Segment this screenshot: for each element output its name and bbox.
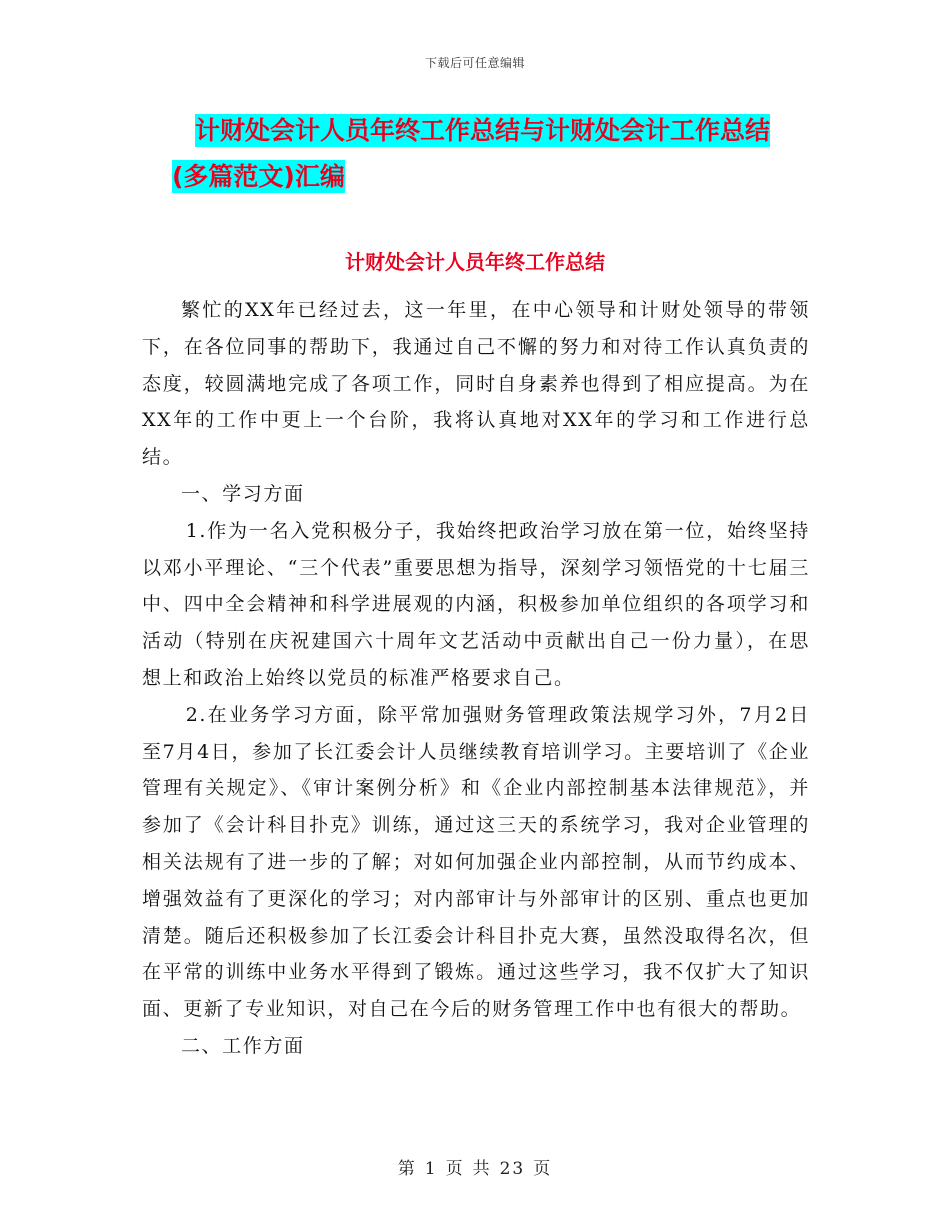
document-title-line-1 bbox=[150, 108, 810, 154]
title-highlight: 计财处会计人员年终工作总结与计财处会计工作总结 bbox=[195, 116, 771, 145]
paragraph-study-2: 2.在业务学习方面，除平常加强财务管理政策法规学习外，7月2日至7月4日，参加了长江委会计人员继续教育培训学习。主要培训了《企业管理有关规定》、《审计案例分析》和《企业内部控制基本法律规范》，并参加了《会计科目扑克》训练，通过这三天的系统学习，我对企业管理的相关法规有了进一步的了解；对如何加强企业内部控制，从而节约成本、增强效益有了更深化的学习；对内部审计与外部审计的区别、重点也更加清楚。随后还积极参加了长江委会计科目扑克大赛，虽然没取得名次，但在平常的训练中业务水平得到了锻炼。通过这些学习，我不仅扩大了知识面、更新了专业知识，对自己在今后的财务管理工作中也有很大的帮助。 bbox=[142, 703, 810, 1021]
footer-total-pages: 23 bbox=[499, 1159, 526, 1179]
subheading-study: 一、学习方面 bbox=[180, 482, 305, 505]
section-title: 计财处会计人员年终工作总结 bbox=[345, 250, 605, 274]
document-body bbox=[142, 292, 810, 1065]
document-title-line-2 bbox=[150, 154, 810, 200]
header-note: 下载后可任意编辑 bbox=[424, 56, 525, 70]
footer-page-number: 1 bbox=[424, 1159, 438, 1179]
subheading-work: 二、工作方面 bbox=[180, 1034, 305, 1057]
footer-prefix: 第 bbox=[397, 1159, 417, 1179]
footer-page-label: 页 bbox=[445, 1159, 465, 1179]
document-title bbox=[150, 108, 810, 200]
title-highlight: (多篇范文)汇编 bbox=[172, 162, 345, 191]
paragraph-study-1: 1.作为一名入党积极分子，我始终把政治学习放在第一位，始终坚持以邓小平理论、“三个代表”重要思想为指导，深刻学习领悟党的十七届三中、四中全会精神和科学进展观的内涵，积极参加单位组织的各项学习和活动（特别在庆祝建国六十周年文艺活动中贡献出自己一份力量），在思想上和政治上始终以党员的标准严格要求自己。 bbox=[142, 519, 810, 689]
footer-suffix: 页 bbox=[533, 1159, 553, 1179]
paragraph-intro: 繁忙的XX年已经过去，这一年里，在中心领导和计财处领导的带领下，在各位同事的帮助下，我通过自己不懈的努力和对待工作认真负责的态度，较圆满地完成了各项工作，同时自身素养也得到了相应提高。为在XX年的工作中更上一个台阶，我将认真地对XX年的学习和工作进行总结。 bbox=[142, 299, 810, 469]
page-footer bbox=[0, 1154, 950, 1179]
footer-total-prefix: 共 bbox=[472, 1159, 492, 1179]
